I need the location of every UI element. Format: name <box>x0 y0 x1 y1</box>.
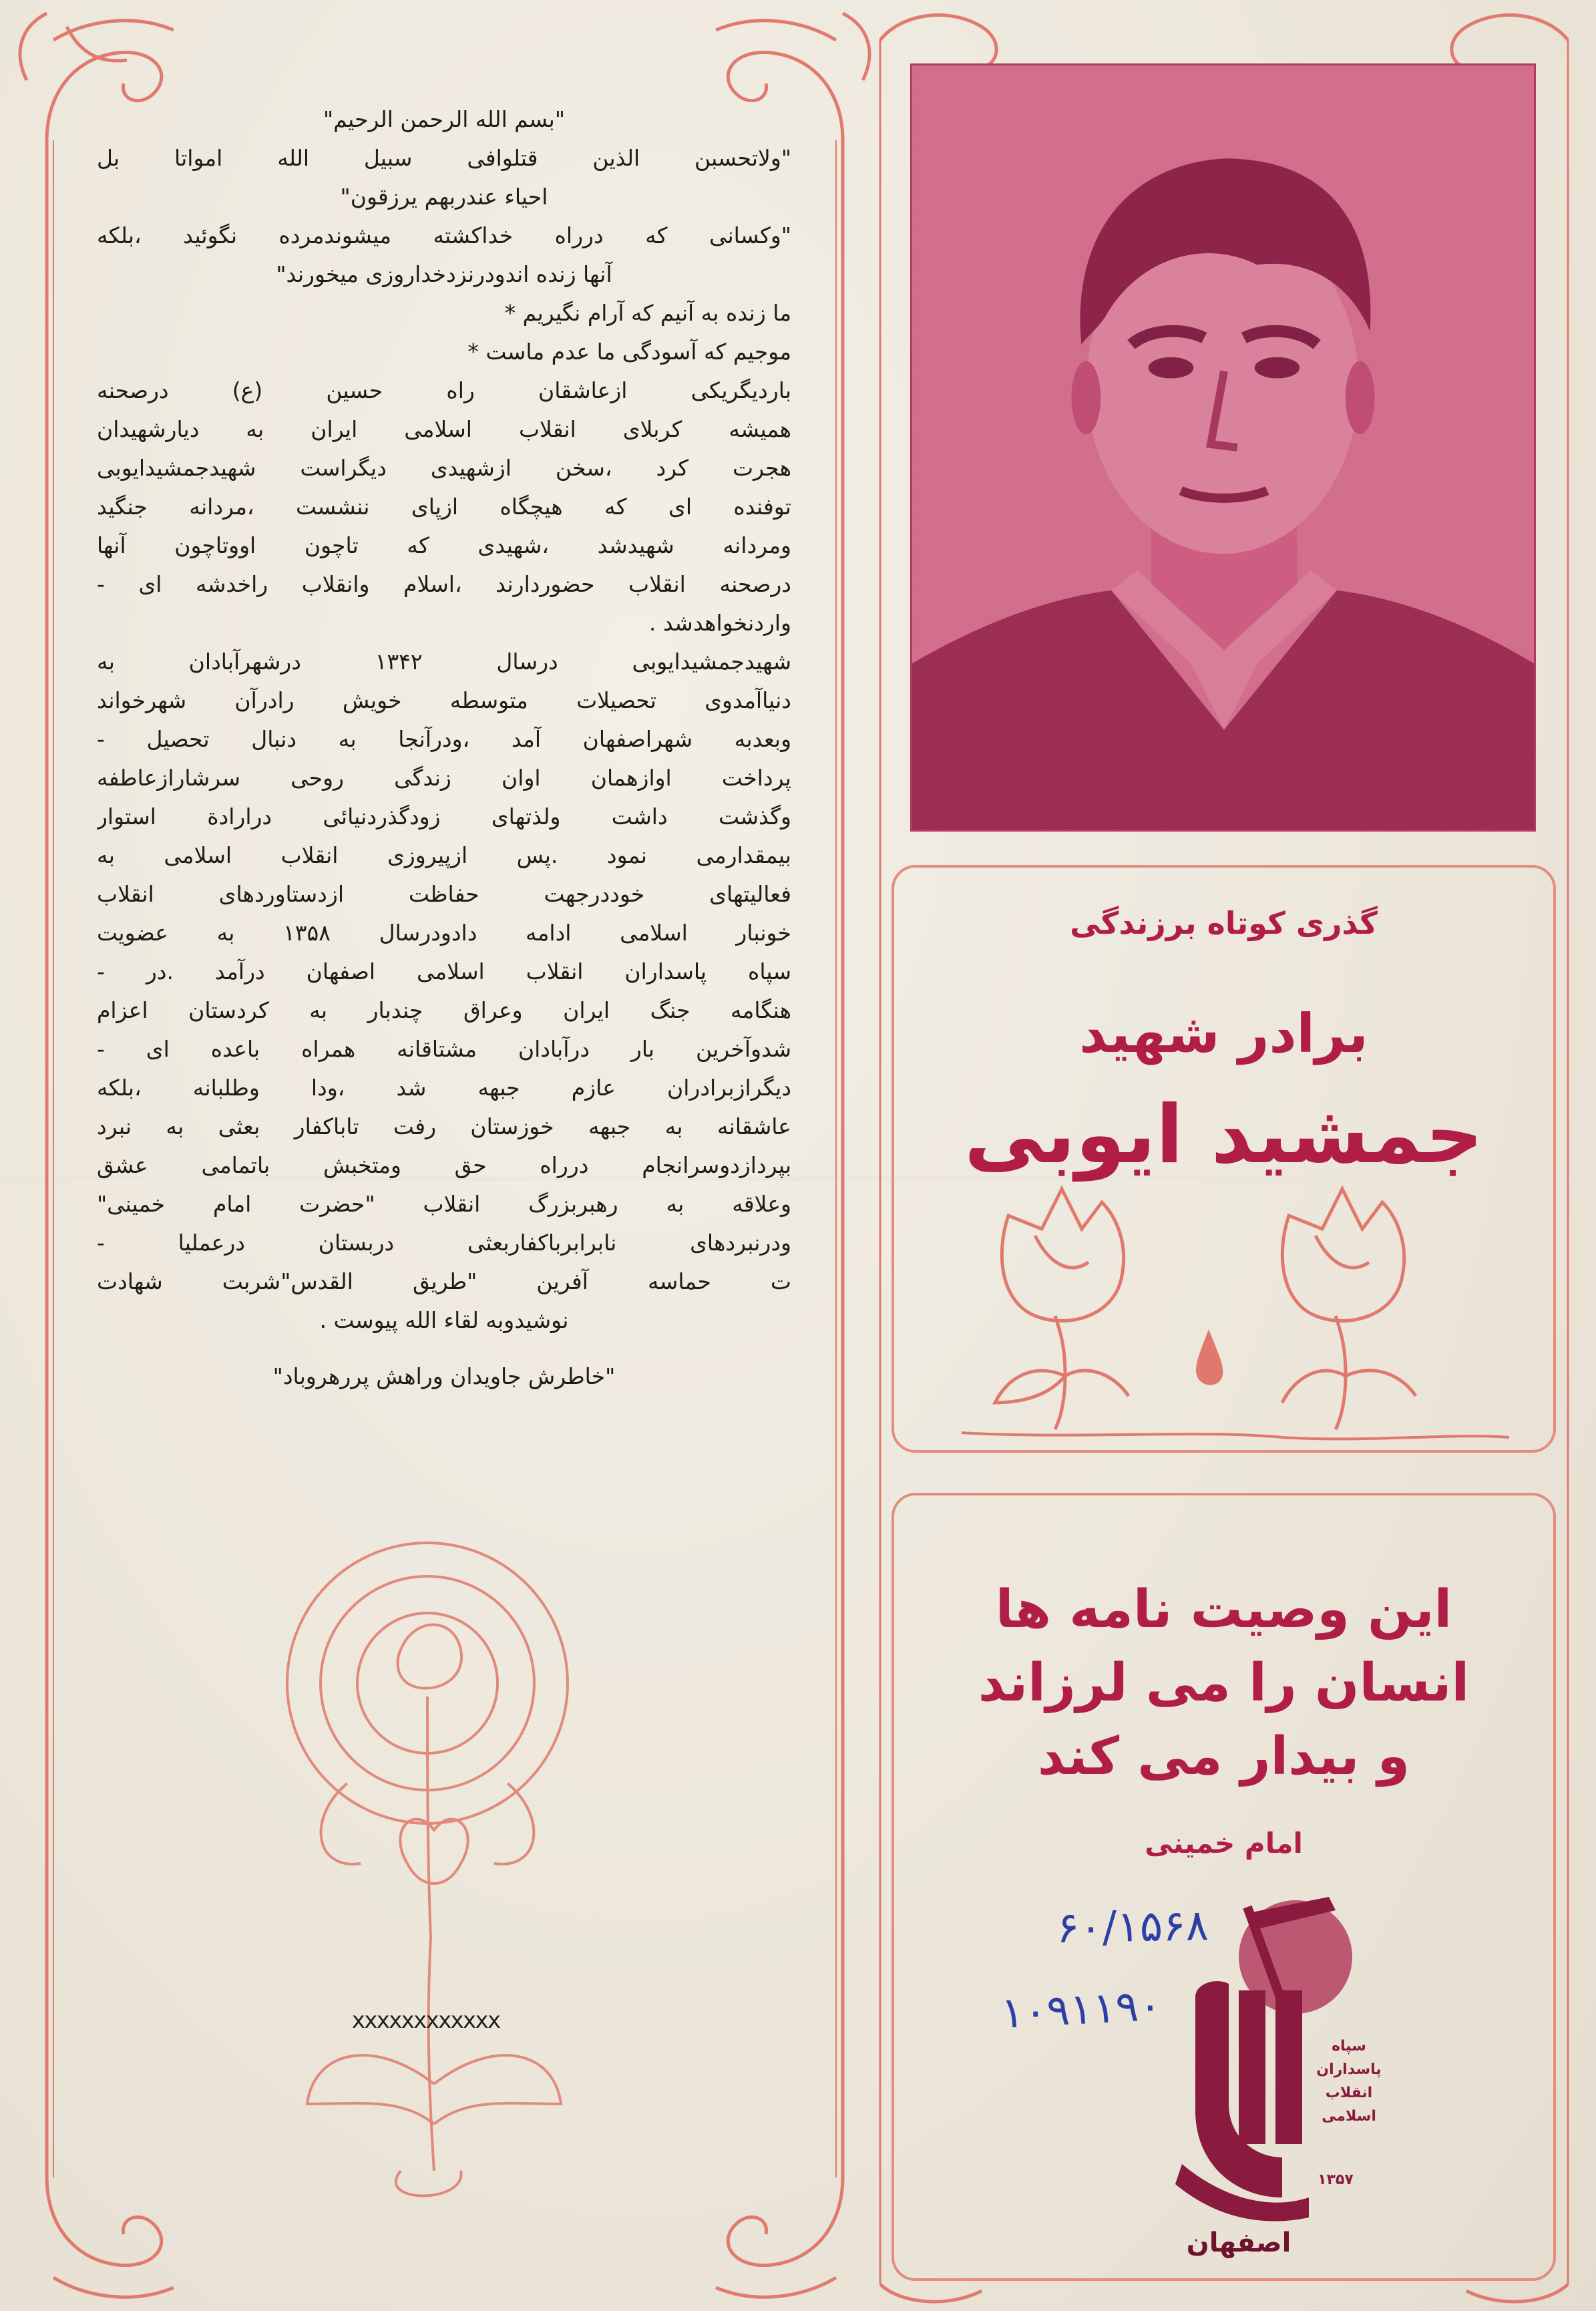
title-martyr-name: جمشید ایوبی <box>964 1089 1483 1182</box>
text-line: "وکسانی که درراه خداکشته میشوندمرده نگوئید ،بلکه <box>97 222 791 248</box>
text-line: دنیاآمدوی تحصیلات متوسطه خویش رادرآن شهرخواند <box>97 687 791 713</box>
emblem-text: انقلاب <box>1325 2085 1373 2101</box>
text-line: فعالیتهای خوددرجهت حفاظت ازدستاوردهای انقلاب <box>97 881 791 907</box>
quote-attribution: امام خمینی <box>1145 1827 1303 1859</box>
text-line: نوشیدوبه لقاء الله پیوست . <box>319 1307 569 1333</box>
text-line: شهیدجمشیدایوبی درسال ۱۳۴۲ درشهرآبادان به <box>97 649 791 675</box>
text-line: سپاه پاسداران انقلاب اسلامی اصفهان درآمد .در - <box>97 958 791 985</box>
handwritten-number: ۶۰/۱۵۶۸ <box>1056 1901 1209 1954</box>
emblem-year: ۱۳۵۷ <box>1318 2171 1354 2188</box>
emblem-text: اسلامی <box>1322 2108 1376 2125</box>
text-line: باردیگریکی ازعاشقان راه حسین (ع) درصحنه <box>97 377 791 403</box>
quote-line: و بیدار می کند <box>1037 1727 1410 1787</box>
text-line: توفنده ای که هیچگاه ازپای ننشست ،مردانه جنگید <box>97 494 791 520</box>
text-line: بپردازدوسرانجام درراه حق ومتخبش باتمامی عشق <box>97 1152 791 1178</box>
text-line: همیشه کربلای انقلاب اسلامی ایران به دیارشهیدان <box>97 416 791 442</box>
biography-text <box>97 100 791 1770</box>
title-brother-martyr: برادر شهید <box>1079 1003 1368 1065</box>
text-line: ومردانه شهیدشد ،شهیدی که تاچون اووتاچون آنها <box>97 532 791 558</box>
text-line: درصحنه انقلاب حضوردارند ،اسلام وانقلاب راخدشه ای - <box>97 571 791 597</box>
text-line: وگذشت داشت ولذتهای زودگذردنیائی درارادة استوار <box>97 804 791 830</box>
text-line: ت حماسه آفرین "طریق القدس"شربت شهادت <box>97 1268 791 1294</box>
decorative-row: xxxxxxxxxxxx <box>351 2007 500 2034</box>
text-line: ما زنده به آنیم که آرام نگیریم * <box>504 300 791 326</box>
text-line: بیمقدارمی نمود .پس ازپیروزی انقلاب اسلامی به <box>97 842 791 868</box>
text-line: موجیم که آسودگی ما عدم ماست * <box>467 339 791 365</box>
text-line: آنها زنده اندودرنزدخداروزی میخورند" <box>276 261 612 287</box>
martyr-portrait <box>910 63 1536 832</box>
handwritten-number: ۱۰۹۱۱۹۰ <box>1000 1980 1163 2039</box>
text-line: احیاء عندربهم یرزقون" <box>340 184 548 210</box>
text-line: خونبار اسلامی ادامه دادودرسال ۱۳۵۸ به عضویت <box>97 920 791 946</box>
text-line: ودرنبردهای نابرابرباکفاربعثی دربستان درعملیا - <box>97 1230 791 1256</box>
text-line: وعلاقه به رهبربزرگ انقلاب "حضرت امام خمینی" <box>97 1191 791 1217</box>
emblem-text: سپاه <box>1332 2038 1366 2055</box>
text-line: وبعدبه شهراصفهان آمد ،ودرآنجا به دنبال تحصیل - <box>97 726 791 752</box>
text-line: "ولاتحسبن الذین قتلوافی سبیل الله امواتا بل <box>97 145 791 171</box>
text-line: هجرت کرد ،سخن ازشهیدی دیگراست شهیدجمشیدایوبی <box>97 455 791 481</box>
tulip-illustration <box>935 1176 1523 1443</box>
text-line: دیگرازبرادران عازم جبهه شد ،ودا وطلبانه ،بلکه <box>97 1075 791 1101</box>
quote-line: این وصیت نامه ها <box>995 1580 1452 1640</box>
closing-line: "خاطرش جاویدان وراهش پررهروباد" <box>272 1363 616 1389</box>
text-line: شدوآخرین بار درآبادان مشتاقانه همراه باعده ای - <box>97 1036 791 1062</box>
text-line: هنگامه جنگ ایران وعراق چندبار به کردستان اعزام <box>97 997 791 1023</box>
text-line: واردنخواهدشد . <box>648 610 791 636</box>
irgc-emblem-icon <box>1115 1884 1422 2244</box>
text-line: عاشقانه به جبهه خوزستان رفت تاباکفار بعثی به نبرد <box>97 1113 791 1139</box>
emblem-text: پاسداران <box>1316 2061 1382 2078</box>
city-label: اصفهان <box>1186 2228 1291 2258</box>
subtitle: گذری کوتاه برزندگی <box>1070 905 1378 941</box>
text-line: پرداخت اوازهمان اوان زندگی روحی سرشارازعاطفه <box>97 765 791 791</box>
quote-line: انسان را می لرزاند <box>978 1653 1470 1713</box>
khomeini-quote <box>898 1573 1549 1793</box>
text-line: "بسم الله الرحمن الرحیم" <box>323 106 566 132</box>
